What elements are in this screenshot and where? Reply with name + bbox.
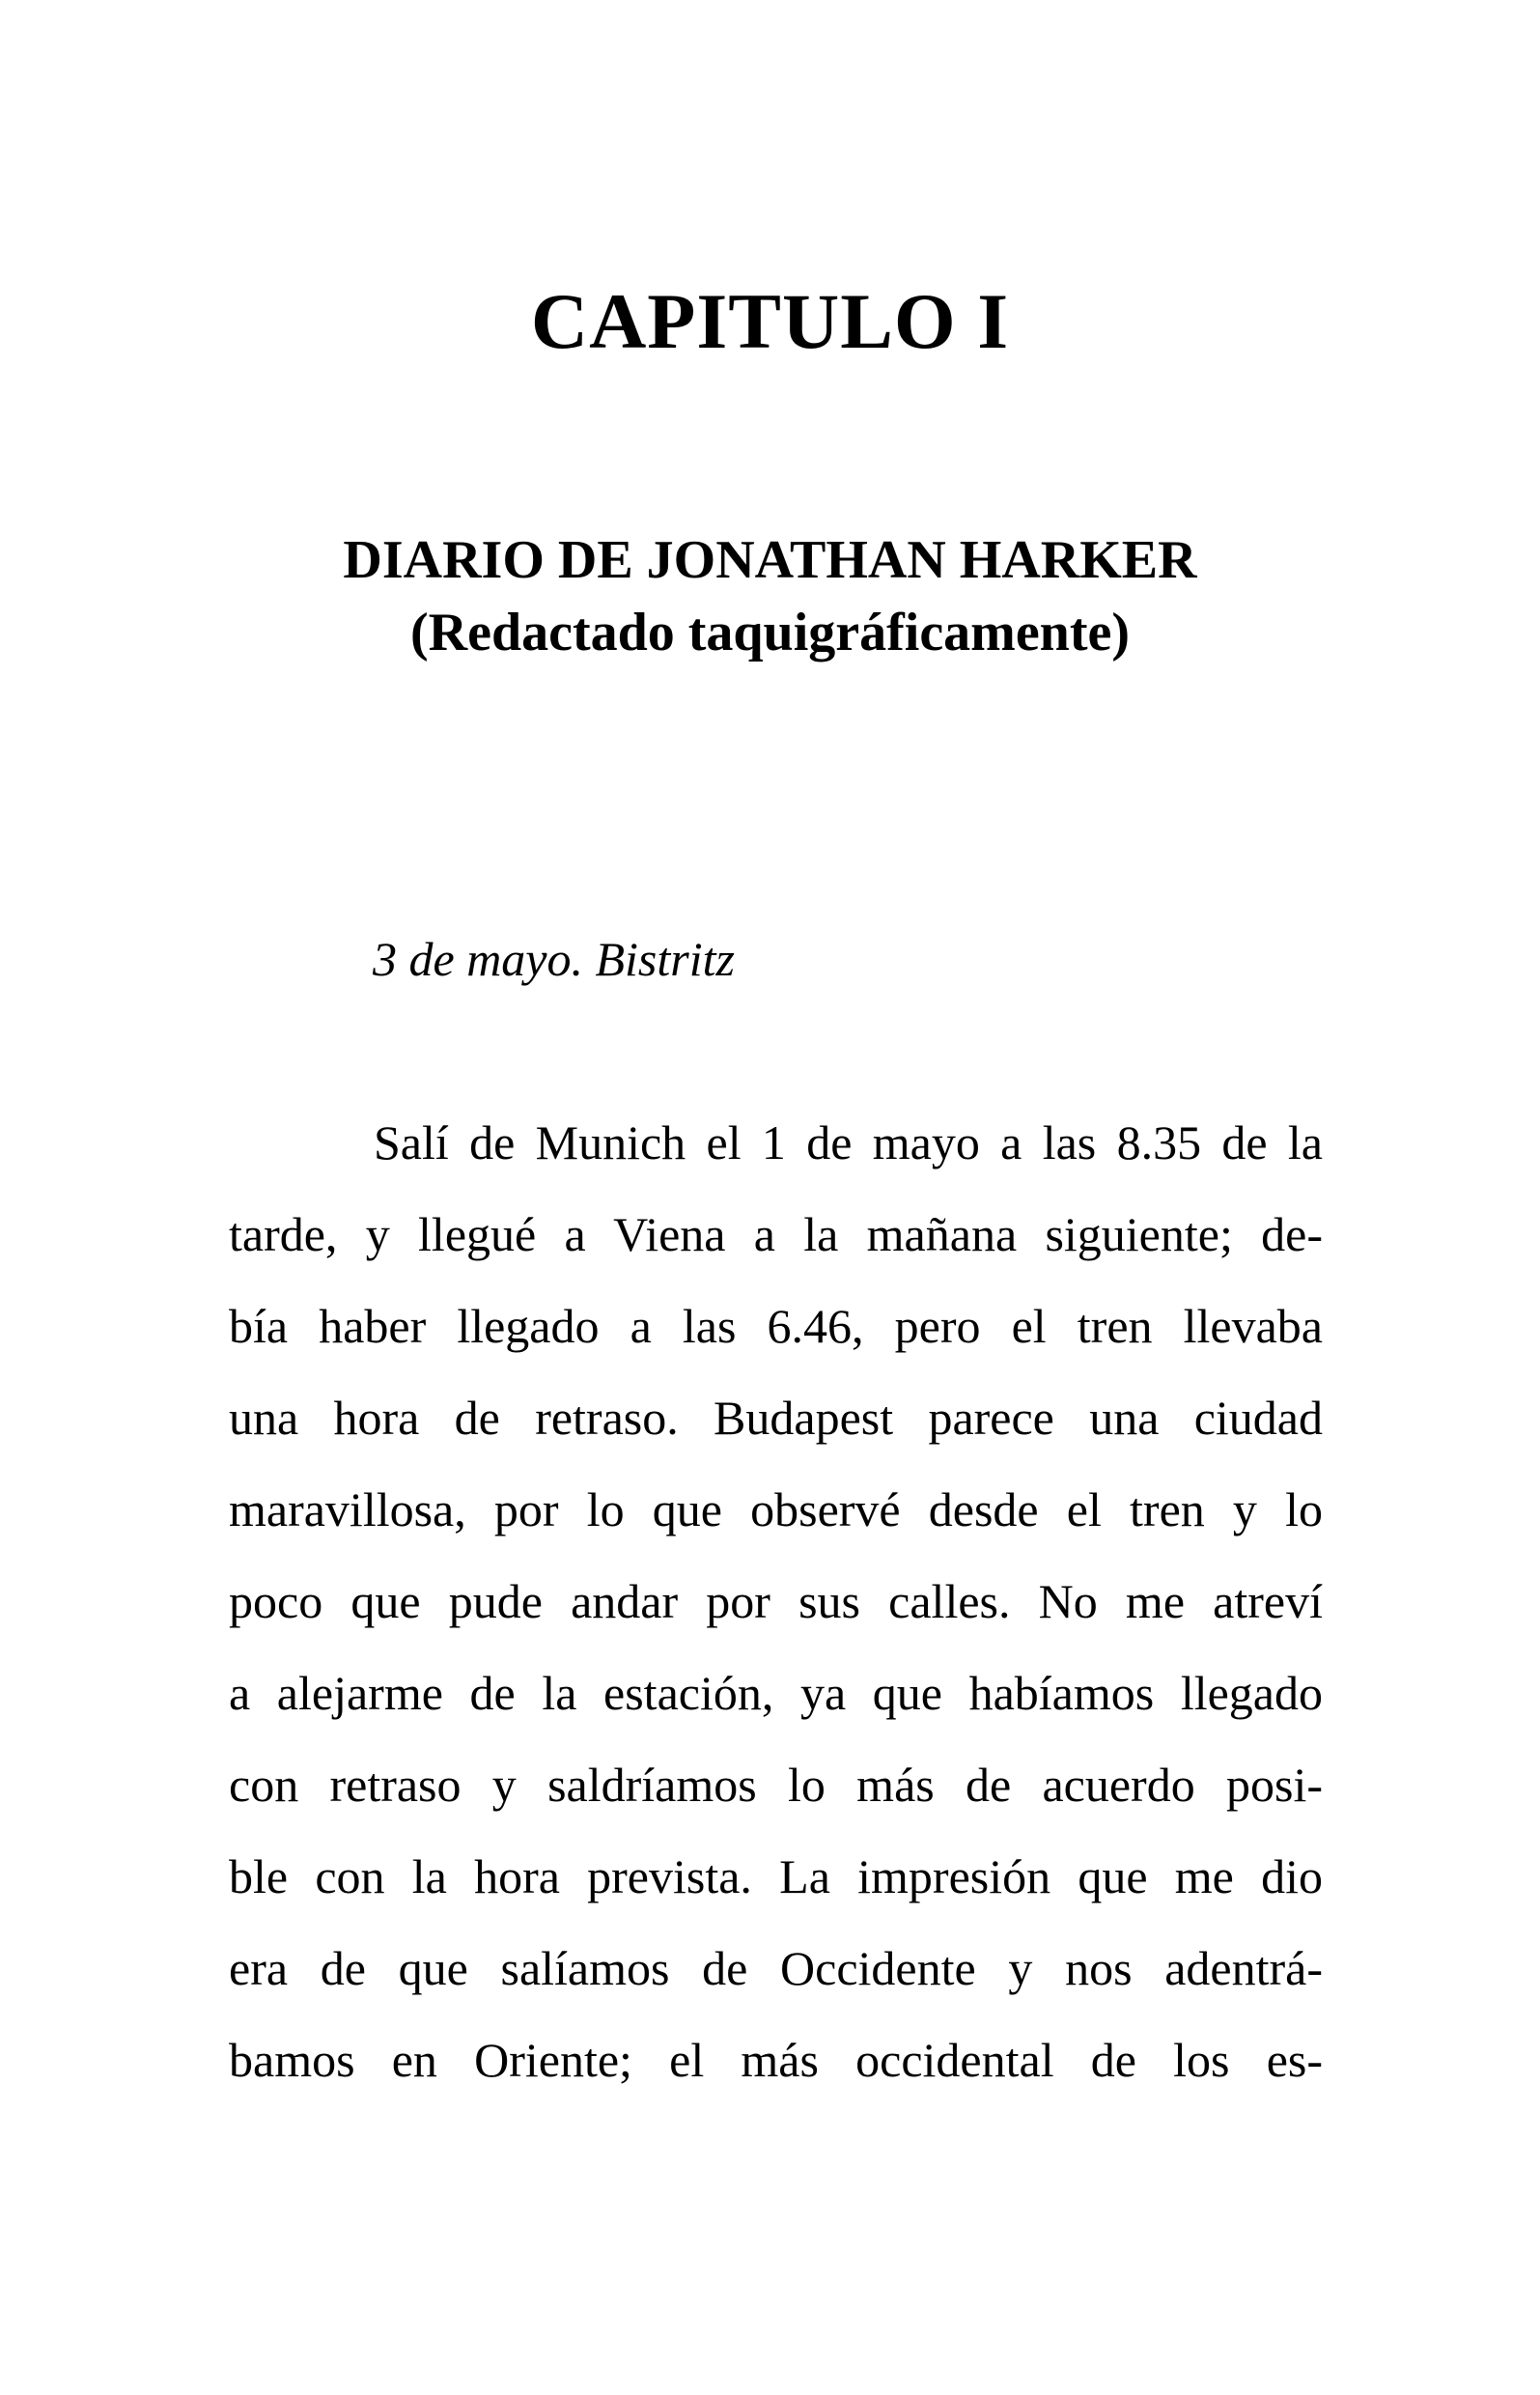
- entry-dateline: 3 de mayo. Bistritz: [373, 932, 735, 986]
- body-line: bamos en Oriente; el más occidental de los es-: [229, 2033, 1323, 2087]
- diary-title: DIARIO DE JONATHAN HARKER: [343, 530, 1197, 590]
- body-line: bía haber llegado a las 6.46, pero el tren llevaba: [229, 1299, 1323, 1353]
- body-line: maravillosa, por lo que observé desde el tren y lo: [229, 1482, 1323, 1536]
- chapter-title: CAPITULO I: [530, 277, 1010, 365]
- body-line: era de que salíamos de Occidente y nos adentrá-: [229, 1941, 1323, 1995]
- body-line: tarde, y llegué a Viena a la mañana siguiente; de-: [229, 1207, 1323, 1261]
- entry-body: [229, 1115, 1323, 2127]
- body-line: Salí de Munich el 1 de mayo a las 8.35 de la: [374, 1115, 1323, 1169]
- body-line: ble con la hora prevista. La impresión que me dio: [229, 1849, 1323, 1903]
- body-line: con retraso y saldríamos lo más de acuerdo posi-: [229, 1758, 1323, 1812]
- body-line: una hora de retraso. Budapest parece una ciudad: [229, 1391, 1323, 1445]
- diary-subtitle: (Redactado taquigráficamente): [410, 603, 1130, 662]
- body-line: a alejarme de la estación, ya que habíamos llegado: [229, 1666, 1323, 1720]
- body-line: poco que pude andar por sus calles. No me atreví: [229, 1574, 1323, 1628]
